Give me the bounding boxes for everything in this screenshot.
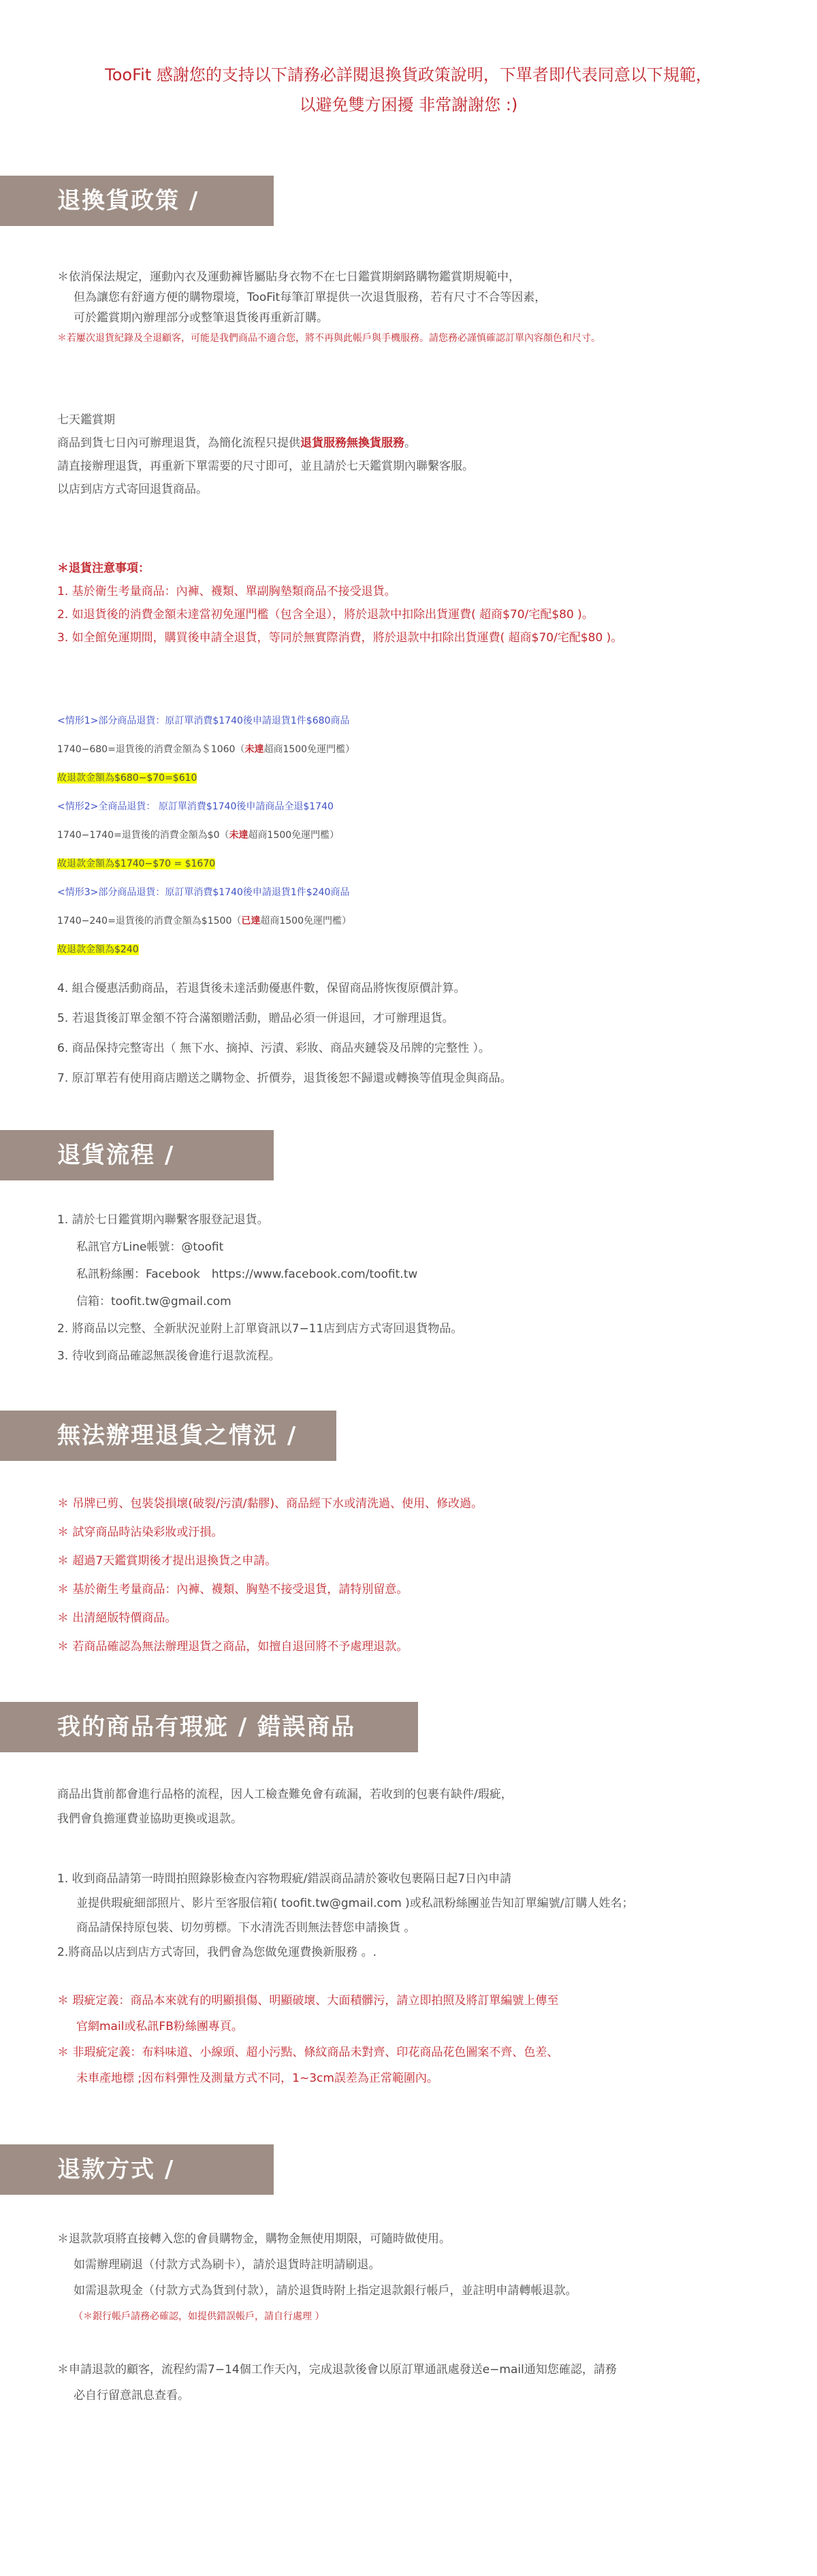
example-1-calc-b: 未達 [244,744,264,755]
defect-definition-2: 官網mail或私訊FB粉絲團專頁。 [76,2020,243,2033]
section-title-policy: 退換貨政策 / [0,176,274,226]
example-3-result: 故退款金額為$240 [57,944,139,955]
defect-step-1c: 商品請保持原包裝、切勿剪標。下水清洗否則無法替您申請換貨 。 [76,1921,416,1935]
policy-intro-3: 可於鑑賞期內辦理部分或整筆退貨後再重新訂購。 [74,311,328,325]
example-2-calc-a: 1740−1740=退貨後的消費金額為$0（ [57,830,229,841]
policy-rule-4: 4. 組合優惠活動商品，若退貨後未達活動優惠件數，保留商品將恢復原價計算。 [57,982,466,995]
refund-line-1: ＊退款款項將直接轉入您的會員購物金，購物金無使用期限，可隨時做使用。 [57,2232,451,2246]
seven-day-line-1 [57,432,776,455]
defect-step-1: 1. 收到商品請第一時間拍照錄影檢查內容物瑕疵/錯誤商品請於簽收包裹隔日起7日內申請 [57,1872,512,1886]
section-title-process: 退貨流程 / [0,1130,274,1180]
policy-rule-5: 5. 若退貨後訂單金額不符合滿額贈活動，贈品必須一併退回，才可辦理退貨。 [57,1012,454,1025]
section-title-cannot-return: 無法辦理退貨之情況 / [0,1411,336,1461]
non-defect-definition: ＊ 非瑕疵定義：布料味道、小線頭、超小污點、條紋商品未對齊、印花商品花色圖案不齊、色差、 [57,2046,559,2059]
example-2-result: 故退款金額為$1740−$70 = $1670 [57,858,216,869]
defect-definitions [57,1988,776,2091]
non-defect-definition-2: 未車產地標 ;因布料彈性及測量方式不同，1~3cm誤差為正常範圍內。 [76,2072,438,2085]
process-fb-contact[interactable]: 私訊粉絲團：Facebook https://www.facebook.com/toofit.tw [76,1268,418,1281]
example-3-title: <情形3>部分商品退貨：原訂單消費$1740後申請退貨1件$240商品 [57,887,350,898]
defect-definition: ＊ 瑕疵定義：商品本來就有的明顯損傷、明顯破壞、大面積髒污，請立即拍照及將訂單編號上傳至 [57,1994,559,2008]
process-line-contact: 私訊官方Line帳號：@toofit [76,1240,224,1254]
cannot-item-2: ＊ 試穿商品時沾染彩妝或汙損。 [57,1526,223,1539]
refund-note [57,2357,776,2409]
policy-warning: ＊若屢次退貨紀錄及全退顧客，可能是我們商品不適合您，將不再與此帳戶與手機服務。請您務必謹慎確認訂單內容顏色和尺寸。 [57,333,600,344]
seven-day-line-2: 請直接辦理退貨，再重新下單需要的尺寸即可，並且請於七天鑑賞期內聯繫客服。 [57,460,474,473]
cannot-item-1: ＊ 吊牌已剪、包裝袋損壞(破裂/污漬/黏膠)、商品經下水或清洗過、使用、修改過。 [57,1497,483,1511]
refund-line-2: 如需辦理刷退（付款方式為刷卡），請於退貨時註明請刷退。 [74,2258,381,2272]
example-2-calc-c: 超商1500免運門檻） [248,830,340,841]
defect-step-2: 2.將商品以店到店方式寄回，我們會為您做免運費換新服務 。. [57,1946,377,1959]
refund-line-3: 如需退款現金（付款方式為貨到付款），請於退貨時附上指定退款銀行帳戶，並註明申請轉帳退款。 [74,2284,577,2298]
example-2-title: <情形2>全商品退貨： 原訂單消費$1740後申請商品全退$1740 [57,801,334,812]
policy-intro [57,267,776,349]
return-notice-1: 1. 基於衛生考量商品：內褲、襪類、單副胸墊類商品不接受退貨。 [57,585,396,598]
example-3-calc-a: 1740−240=退貨後的消費金額為$1500（ [57,916,242,927]
refund-note-1: ＊申請退款的顧客，流程約需7−14個工作天內，完成退款後會以原訂單通訊處發送e−mail通知您確認，請務 [57,2363,617,2377]
defect-intro-1: 商品出貨前都會進行品格的流程，因人工檢查難免會有疏漏，若收到的包裹有缺件/瑕疵， [57,1788,513,1801]
example-1-calc [57,735,776,764]
intro-line-1: TooFit 感謝您的支持以下請務必詳閱退換貨政策說明，下單者即代表同意以下規範， [105,65,712,84]
process-step-3: 3. 待收到商品確認無誤後會進行退款流程。 [57,1349,281,1363]
policy-rules-extra [57,973,776,1093]
cannot-item-3: ＊ 超過7天鑑賞期後才提出退換貨之申請。 [57,1554,277,1568]
example-1-title: <情形1>部分商品退貨：原訂單消費$1740後申請退貨1件$680商品 [57,715,350,726]
example-3-calc [57,907,776,935]
example-2-calc [57,821,776,850]
policy-rule-6: 6. 商品保持完整寄出（ 無下水、摘掉、污漬、彩妝、商品夾鏈袋及吊牌的完整性 ）。 [57,1042,490,1055]
examples-block [57,707,776,964]
intro-banner [0,60,817,120]
defect-intro-2: 我們會負擔運費並協助更換或退款。 [57,1812,242,1826]
seven-day-text: 商品到貨七日內可辦理退貨，為簡化流程只提供 [57,436,300,450]
cannot-item-4: ＊ 基於衛生考量商品：內褲、襪類、胸墊不接受退貨，請特別留意。 [57,1583,408,1596]
seven-day-title: 七天鑑賞期 [57,413,115,427]
return-notice-3: 3. 如全館免運期間，購買後申請全退貨，等同於無實際消費，將於退款中扣除出貨運費( 超商$70/宅配$80 )。 [57,631,623,645]
defect-intro [57,1782,776,1831]
example-3-calc-b: 已達 [241,916,261,927]
process-block [57,1206,776,1370]
intro-line-2: 以避免雙方困擾 非常謝謝您 :) [299,95,518,114]
section-title-refund: 退款方式 / [0,2144,274,2195]
policy-intro-1: ＊依消保法規定，運動內衣及運動褲皆屬貼身衣物不在七日鑑賞期網路購物鑑賞期規範中， [57,270,520,284]
example-3-calc-c: 超商1500免運門檻） [260,916,351,927]
return-notice [57,557,776,649]
return-notice-title: ＊退貨注意事項： [57,562,150,575]
refund-bank-warning: （＊銀行帳戶請務必確認，如提供錯誤帳戶，請自行處理 ） [74,2311,325,2322]
defect-steps [57,1867,776,1965]
cannot-item-6: ＊ 若商品確認為無法辦理退貨之商品，如擅自退回將不予處理退款。 [57,1640,408,1654]
seven-day-block [57,408,776,501]
example-1-calc-c: 超商1500免運門檻） [263,744,355,755]
section-title-defect: 我的商品有瑕疵 / 錯誤商品 [0,1702,418,1752]
cannot-return-block [57,1490,776,1661]
refund-note-2: 必自行留意訊息查看。 [74,2389,189,2402]
seven-day-emphasis: 退貨服務無換貨服務 [300,436,404,450]
cannot-item-5: ＊ 出清絕版特價商品。 [57,1611,177,1625]
return-notice-2: 2. 如退貨後的消費金額未達當初免運門檻（包含全退），將於退款中扣除出貨運費( 超商$70/宅配$80 )。 [57,608,594,622]
example-1-calc-a: 1740−680=退貨後的消費金額為＄1060（ [57,744,245,755]
defect-step-1b: 並提供瑕疵細部照片、影片至客服信箱( toofit.tw@gmail.com )或私訊粉絲團並告知訂單編號/訂購人姓名； [76,1897,634,1910]
seven-day-end: 。 [404,436,416,450]
example-1-result: 故退款金額為$680−$70=$610 [57,773,197,784]
process-step-1: 1. 請於七日鑑賞期內聯繫客服登記退貨。 [57,1213,269,1227]
process-step-2: 2. 將商品以完整、全新狀況並附上訂單資訊以7−11店到店方式寄回退貨物品。 [57,1322,463,1336]
example-2-calc-b: 未達 [229,830,249,841]
policy-rule-7: 7. 原訂單若有使用商店贈送之購物金、折價券，退貨後恕不歸還或轉換等值現金與商品。 [57,1072,512,1085]
process-mail-contact[interactable]: 信箱：toofit.tw@gmail.com [76,1295,231,1308]
policy-intro-2: 但為讓您有舒適方便的購物環境，TooFit每筆訂單提供一次退貨服務，若有尺寸不合等因素， [74,291,547,304]
refund-block [57,2226,776,2330]
seven-day-line-3: 以店到店方式寄回退貨商品。 [57,483,208,496]
